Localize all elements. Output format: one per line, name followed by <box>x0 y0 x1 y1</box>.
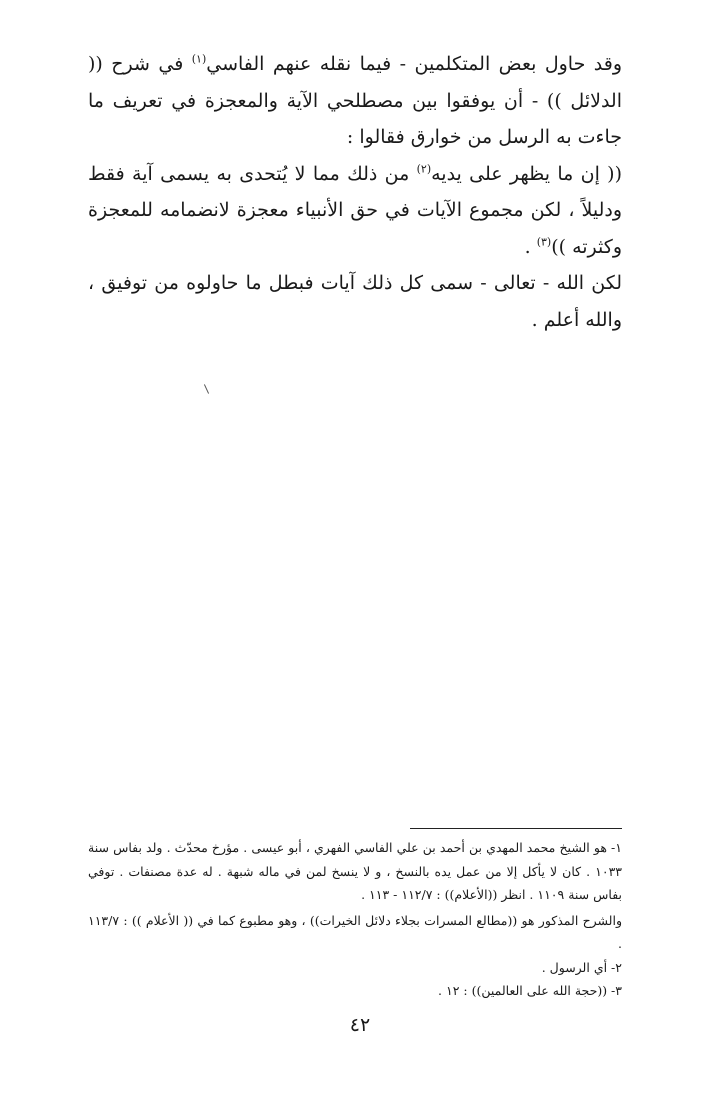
footnote-2: ٢- أي الرسول . <box>541 959 622 975</box>
footnote-divider <box>410 828 622 829</box>
paragraph-1-text-cont: في شرح (( الدلائل )) - أن يوفقوا بين مصطلحي الآية والمعجزة في تعريف ما جاءت به الرسل من خوارق فقالوا : <box>88 53 622 148</box>
paragraph-2-text-cont: من ذلك مما لا يُتحدى به يسمى آية فقط ودليلاً ، لكن مجموع الآيات في حق الأنبياء معجزة لانضمامه للمعجزة وكثرته )) <box>88 162 622 258</box>
paragraph-3: لكن الله - تعالى - سمى كل ذلك آيات فبطل ما حاولوه من توفيق ، والله أعلم . <box>88 272 622 331</box>
footnote-ref-2[interactable]: (٢) <box>416 162 432 176</box>
paragraph-1 <box>88 46 622 156</box>
stray-pen-mark <box>204 384 209 393</box>
footnote-ref-1[interactable]: (١) <box>191 52 207 66</box>
footnote-1: ١- هو الشيخ محمد المهدي بن أحمد بن علي الفاسي الفهري ، أبو عيسى . مؤرخ محدّث . ولد بفاس سنة ١٠٣٣ . كان لا يأكل إلا من عمل يده بالنسخ ، و لا ينسخ لمن في ماله شبهة . له عدة مصنفات . توفي بفاس سنة ١١٠٩ . انظر ((الأعلام)) : ١١٢/٧ - ١١٣ . <box>88 840 622 902</box>
main-text-body <box>88 46 622 338</box>
footnote-ref-3[interactable]: (٣) <box>536 235 552 249</box>
paragraph-2-quote <box>88 156 622 266</box>
footnote-3: ٣- ((حجة الله على العالمين)) : ١٢ . <box>438 983 622 998</box>
paragraph-1-text: وقد حاول بعض المتكلمين - فيما نقله عنهم الفاسي <box>206 53 623 75</box>
footnotes-section <box>88 836 622 1003</box>
page-number: ٤٢ <box>349 1014 371 1036</box>
footnote-1-continuation: والشرح المذكور هو ((مطالع المسرات بجلاء دلائل الخيرات)) ، وهو مطبوع كما في (( الأعلام )) : ١١٣/٧ . <box>88 912 622 951</box>
paragraph-2-end: . <box>524 235 537 258</box>
paragraph-2-text: (( إن ما يظهر على يديه <box>431 162 622 185</box>
